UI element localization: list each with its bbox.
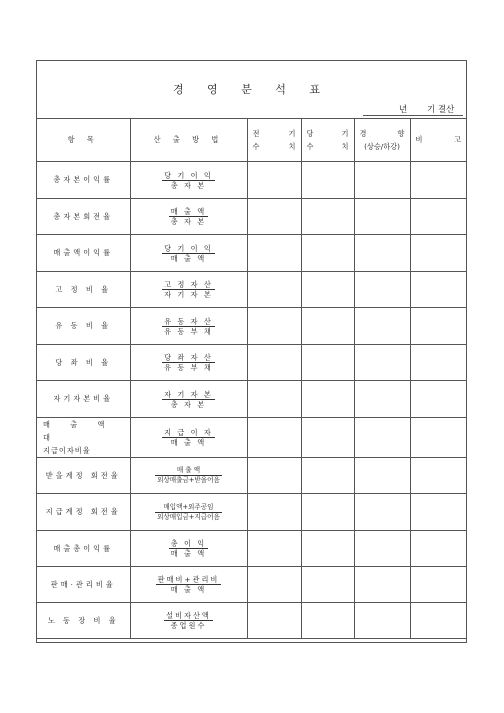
row-method [130, 235, 247, 272]
formula-numerator: 자 기 자 본 [164, 389, 213, 399]
row-prev-value[interactable] [247, 235, 301, 272]
row-method [130, 567, 247, 603]
formula-fraction [164, 611, 213, 630]
header-curr-2: 기 [341, 128, 349, 138]
row-note[interactable] [410, 381, 466, 418]
header-prev-4: 치 [288, 141, 296, 151]
table-row [37, 162, 466, 199]
formula-denominator: 매 출 액 [170, 438, 207, 447]
row-curr-value[interactable] [301, 458, 354, 494]
formula-numerator: 판매비+관리비 [157, 575, 220, 584]
formula-fraction [169, 207, 208, 226]
row-note[interactable] [410, 235, 466, 272]
row-curr-value[interactable] [301, 235, 354, 272]
row-method [130, 345, 247, 381]
row-item: 노 동 장 비 율 [37, 603, 130, 639]
row-item: 고 정 비 율 [37, 272, 130, 308]
row-prev-value[interactable] [247, 381, 301, 418]
row-prev-value[interactable] [247, 345, 301, 381]
header-curr-1: 당 [306, 128, 314, 138]
table-row [37, 381, 466, 418]
title-area [37, 61, 466, 119]
header-curr-3: 수 [306, 141, 314, 151]
row-note[interactable] [410, 345, 466, 381]
table-body [37, 162, 466, 639]
formula-fraction [162, 171, 215, 190]
header-row [37, 118, 466, 162]
formula-denominator: 유 동 부 채 [164, 363, 213, 372]
formula-fraction [162, 390, 215, 409]
table-row [37, 235, 466, 272]
row-trend[interactable] [354, 272, 410, 308]
formula-denominator: 총 자 본 [170, 217, 207, 226]
formula-denominator: 총 자 본 [170, 399, 207, 409]
row-item: 매출액이익률 [37, 235, 130, 272]
row-curr-value[interactable] [301, 199, 354, 235]
header-prev-1: 전 [252, 128, 260, 138]
row-prev-value[interactable] [247, 308, 301, 345]
table-row [37, 458, 466, 494]
term-label: 기 결산 [427, 105, 455, 115]
header-note-2: 고 [454, 135, 461, 144]
formula-numerator: 고 정 자 산 [164, 280, 213, 289]
row-curr-value[interactable] [301, 567, 354, 603]
formula-fraction [155, 466, 222, 485]
formula-fraction [156, 575, 222, 594]
formula-fraction [162, 280, 215, 299]
row-note[interactable] [410, 494, 466, 531]
row-method [130, 603, 247, 639]
header-note-1: 비 [415, 135, 423, 144]
formula-denominator: 외상매입금+지급어음 [157, 512, 220, 521]
row-note[interactable] [410, 603, 466, 639]
header-item: 항 목 [37, 118, 130, 162]
row-method [130, 494, 247, 531]
row-note[interactable] [410, 567, 466, 603]
formula-numerator: 유 동 자 산 [164, 316, 213, 326]
row-note[interactable] [410, 418, 466, 458]
row-curr-value[interactable] [301, 603, 354, 639]
header-prev [247, 118, 301, 162]
formula-fraction [162, 244, 215, 263]
table-row [37, 567, 466, 603]
formula-denominator: 총 자 본 [170, 180, 207, 190]
row-note[interactable] [410, 272, 466, 308]
header-trend-3: (상승/하강) [364, 141, 400, 151]
row-trend[interactable] [354, 458, 410, 494]
row-trend[interactable] [354, 494, 410, 531]
row-curr-value[interactable] [301, 272, 354, 308]
row-method [130, 381, 247, 418]
row-prev-value[interactable] [247, 418, 301, 458]
table-row [37, 531, 466, 567]
row-note[interactable] [410, 308, 466, 345]
row-item: 총자본이익률 [37, 162, 130, 199]
row-trend[interactable] [354, 235, 410, 272]
header-trend-1: 경 [359, 128, 367, 138]
header-prev-2: 기 [288, 128, 296, 138]
header-prev-3: 수 [252, 141, 260, 151]
header-trend [354, 118, 410, 162]
analysis-table [37, 118, 466, 639]
row-trend[interactable] [354, 345, 410, 381]
row-prev-value[interactable] [247, 199, 301, 235]
row-curr-value[interactable] [301, 494, 354, 531]
formula-numerator: 설비자산액 [166, 611, 211, 620]
row-item: 매출총이익률 [37, 531, 130, 567]
row-trend[interactable] [354, 199, 410, 235]
header-note [410, 118, 466, 162]
formula-denominator: 매 출 액 [170, 253, 207, 263]
row-method [130, 531, 247, 567]
row-trend[interactable] [354, 418, 410, 458]
row-item: 자기자본비율 [37, 381, 130, 418]
row-curr-value[interactable] [301, 345, 354, 381]
row-curr-value[interactable] [301, 531, 354, 567]
row-item: 받을계정 회전율 [37, 458, 130, 494]
formula-denominator: 자 기 자 본 [164, 290, 213, 299]
period-line [363, 103, 463, 116]
row-item [37, 418, 130, 458]
table-row [37, 272, 466, 308]
formula-denominator: 매 출 액 [170, 549, 207, 558]
row-prev-value[interactable] [247, 162, 301, 199]
row-curr-value[interactable] [301, 418, 354, 458]
row-note[interactable] [410, 531, 466, 567]
formula-numerator: 당 좌 자 산 [164, 353, 213, 362]
table-row [37, 199, 466, 235]
row-method [130, 272, 247, 308]
row-note[interactable] [410, 458, 466, 494]
row-item-line1: 매 출 액 대 [43, 420, 114, 442]
table-row [37, 494, 466, 531]
row-method [130, 458, 247, 494]
formula-denominator: 매 출 액 [170, 585, 207, 594]
header-trend-2: 향 [397, 128, 405, 138]
formula-numerator: 매입액+외주공임 [155, 503, 222, 513]
formula-numerator: 당 기 이 익 [164, 243, 213, 253]
row-prev-value[interactable] [247, 458, 301, 494]
row-curr-value[interactable] [301, 308, 354, 345]
year-label: 년 [399, 105, 408, 115]
formula-fraction [162, 317, 215, 336]
row-prev-value[interactable] [247, 272, 301, 308]
row-item: 유 동 비 율 [37, 308, 130, 345]
formula-fraction [169, 539, 208, 558]
row-curr-value[interactable] [301, 381, 354, 418]
formula-numerator: 지 급 이 자 [164, 428, 213, 437]
row-curr-value[interactable] [301, 162, 354, 199]
formula-fraction [162, 428, 215, 447]
row-method [130, 162, 247, 199]
page-title: 경 영 분 석 표 [172, 83, 331, 96]
formula-numerator: 매 출 액 [155, 466, 222, 476]
row-item: 당 좌 비 율 [37, 345, 130, 381]
analysis-sheet [36, 60, 467, 643]
row-prev-value[interactable] [247, 567, 301, 603]
row-item: 지급계정 회전율 [37, 494, 130, 531]
row-method [130, 418, 247, 458]
row-item-line2: 지급이자비율 [43, 446, 91, 455]
table-row [37, 418, 466, 458]
row-trend[interactable] [354, 603, 410, 639]
row-trend[interactable] [354, 381, 410, 418]
row-note[interactable] [410, 162, 466, 199]
row-trend[interactable] [354, 308, 410, 345]
table-row [37, 345, 466, 381]
formula-fraction [155, 503, 222, 522]
formula-numerator: 당 기 이 익 [164, 170, 213, 180]
row-trend[interactable] [354, 531, 410, 567]
formula-numerator: 매 출 액 [170, 207, 207, 216]
formula-denominator: 외상매출금+받을어음 [157, 476, 220, 484]
row-trend[interactable] [354, 162, 410, 199]
row-item: 총자본회전율 [37, 199, 130, 235]
row-note[interactable] [410, 199, 466, 235]
header-curr [301, 118, 354, 162]
formula-fraction [162, 353, 215, 372]
formula-denominator: 유 동 부 채 [164, 326, 213, 336]
row-item: 판매·관리비율 [37, 567, 130, 603]
table-row [37, 603, 466, 639]
formula-denominator: 종업원수 [170, 621, 207, 630]
row-method [130, 199, 247, 235]
row-prev-value[interactable] [247, 603, 301, 639]
header-curr-4: 치 [341, 141, 349, 151]
row-method [130, 308, 247, 345]
row-prev-value[interactable] [247, 494, 301, 531]
table-row [37, 308, 466, 345]
formula-numerator: 총 이 익 [170, 539, 207, 548]
row-trend[interactable] [354, 567, 410, 603]
header-method: 산 출 방 법 [130, 118, 247, 162]
row-prev-value[interactable] [247, 531, 301, 567]
